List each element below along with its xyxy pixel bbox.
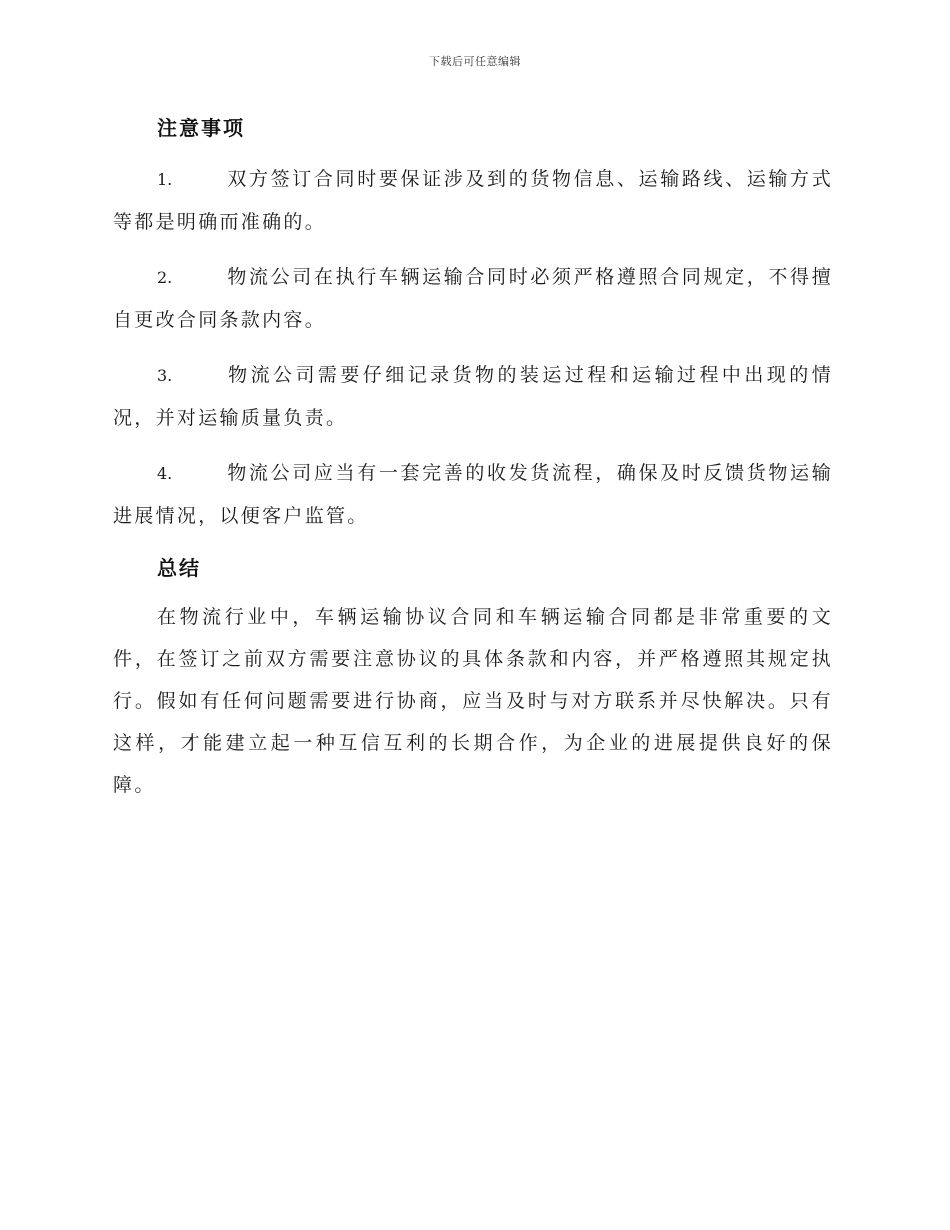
notes-item-number: 2. bbox=[157, 268, 173, 287]
notes-item-4 bbox=[113, 452, 833, 537]
notes-item-text: 物流公司应当有一套完善的收发货流程，确保及时反馈货物运输进展情况，以便客户监管。 bbox=[113, 462, 833, 527]
summary-heading: 总结 bbox=[157, 556, 201, 580]
notes-item-3 bbox=[113, 354, 833, 439]
notes-item-text: 物流公司需要仔细记录货物的装运过程和运输过程中出现的情况，并对运输质量负责。 bbox=[113, 364, 833, 429]
notes-item-number: 1. bbox=[157, 170, 173, 189]
document-content bbox=[113, 110, 833, 806]
notes-item-number: 4. bbox=[157, 464, 173, 483]
summary-paragraph: 在物流行业中，车辆运输协议合同和车辆运输合同都是非常重要的文件，在签订之前双方需要注意协议的具体条款和内容，并严格遵照其规定执行。假如有任何问题需要进行协商，应当及时与对方联系并尽快解决。只有这样，才能建立起一种互信互利的长期合作，为企业的进展提供良好的保障。 bbox=[113, 606, 833, 796]
notes-item-1 bbox=[113, 158, 833, 243]
notes-item-text: 物流公司在执行车辆运输合同时必须严格遵照合同规定，不得擅自更改合同条款内容。 bbox=[113, 266, 833, 331]
notes-item-number: 3. bbox=[157, 366, 173, 385]
notes-heading: 注意事项 bbox=[157, 116, 245, 140]
notes-item-text: 双方签订合同时要保证涉及到的货物信息、运输路线、运输方式等都是明确而准确的。 bbox=[113, 168, 833, 233]
page-header-note: 下载后可任意编辑 bbox=[429, 55, 521, 68]
notes-item-2 bbox=[113, 256, 833, 341]
